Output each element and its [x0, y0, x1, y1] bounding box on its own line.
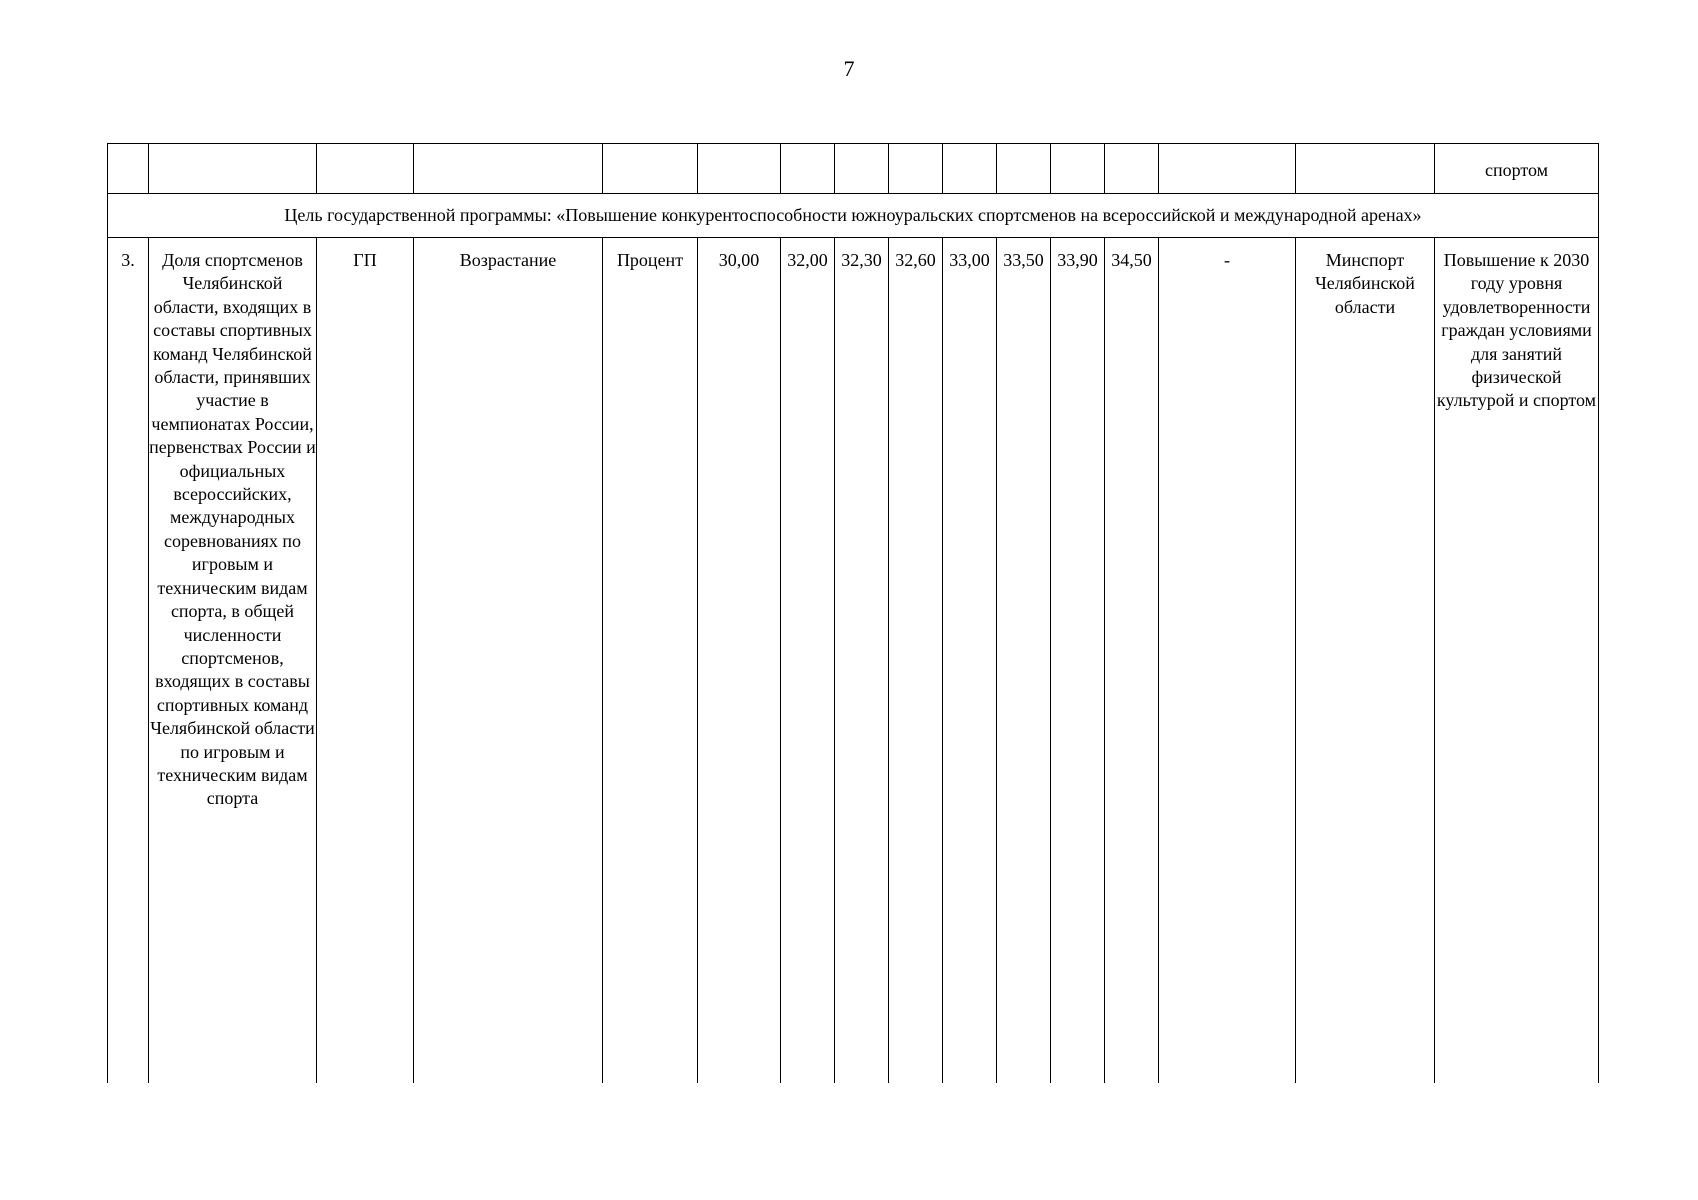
- page-number: 7: [843, 56, 855, 81]
- year-value: 33,90: [1051, 238, 1105, 1084]
- year-value: 32,30: [835, 238, 889, 1084]
- continuation-link-cell: спортом: [1435, 144, 1599, 194]
- year-value: 34,50: [1105, 238, 1159, 1084]
- table-cell: [997, 144, 1051, 194]
- continuation-row: [108, 144, 1599, 194]
- table-cell: [603, 144, 698, 194]
- table-cell: [1051, 144, 1105, 194]
- table-cell: [835, 144, 889, 194]
- table-cell: [1105, 144, 1159, 194]
- table-cell: [781, 144, 835, 194]
- table-cell: [698, 144, 781, 194]
- row-number: 3.: [108, 238, 149, 1084]
- table-cell: [1159, 144, 1296, 194]
- table-cell: [943, 144, 997, 194]
- document-cell: -: [1159, 238, 1296, 1084]
- indicator-level: ГП: [317, 238, 414, 1084]
- indicators-table: [107, 143, 1599, 1083]
- year-value: 33,50: [997, 238, 1051, 1084]
- indicator-trend: Возрастание: [414, 238, 603, 1084]
- year-value: 32,00: [781, 238, 835, 1084]
- indicator-name: Доля спортсменов Челябинской области, входящих в составы спортивных команд Челябинской области, принявших участие в чемпионатах России, первенствах России и официальных всероссийских, международных соревнованиях по игровым и техническим видам спорта, в общей численности спортсменов, входящих в составы спортивных команд Челябинской области по игровым и техническим видам спорта: [149, 238, 317, 1084]
- year-value: 32,60: [889, 238, 943, 1084]
- goal-row: [108, 194, 1599, 238]
- table-cell: [108, 144, 149, 194]
- link-cell: Повышение к 2030 году уровня удовлетворенности граждан условиями для занятий физической культурой и спортом: [1435, 238, 1599, 1084]
- table-cell: [149, 144, 317, 194]
- year-value: 33,00: [943, 238, 997, 1084]
- table-cell: [889, 144, 943, 194]
- responsible-cell: Минспорт Челябинской области: [1296, 238, 1435, 1084]
- table-cell: [317, 144, 414, 194]
- table-row: [108, 238, 1599, 1084]
- table-cell: [414, 144, 603, 194]
- indicator-unit: Процент: [603, 238, 698, 1084]
- base-value: 30,00: [698, 238, 781, 1084]
- table-cell: [1296, 144, 1435, 194]
- goal-text: Цель государственной программы: «Повышение конкурентоспособности южноуральских спортсменов на всероссийской и международной аренах»: [108, 194, 1599, 238]
